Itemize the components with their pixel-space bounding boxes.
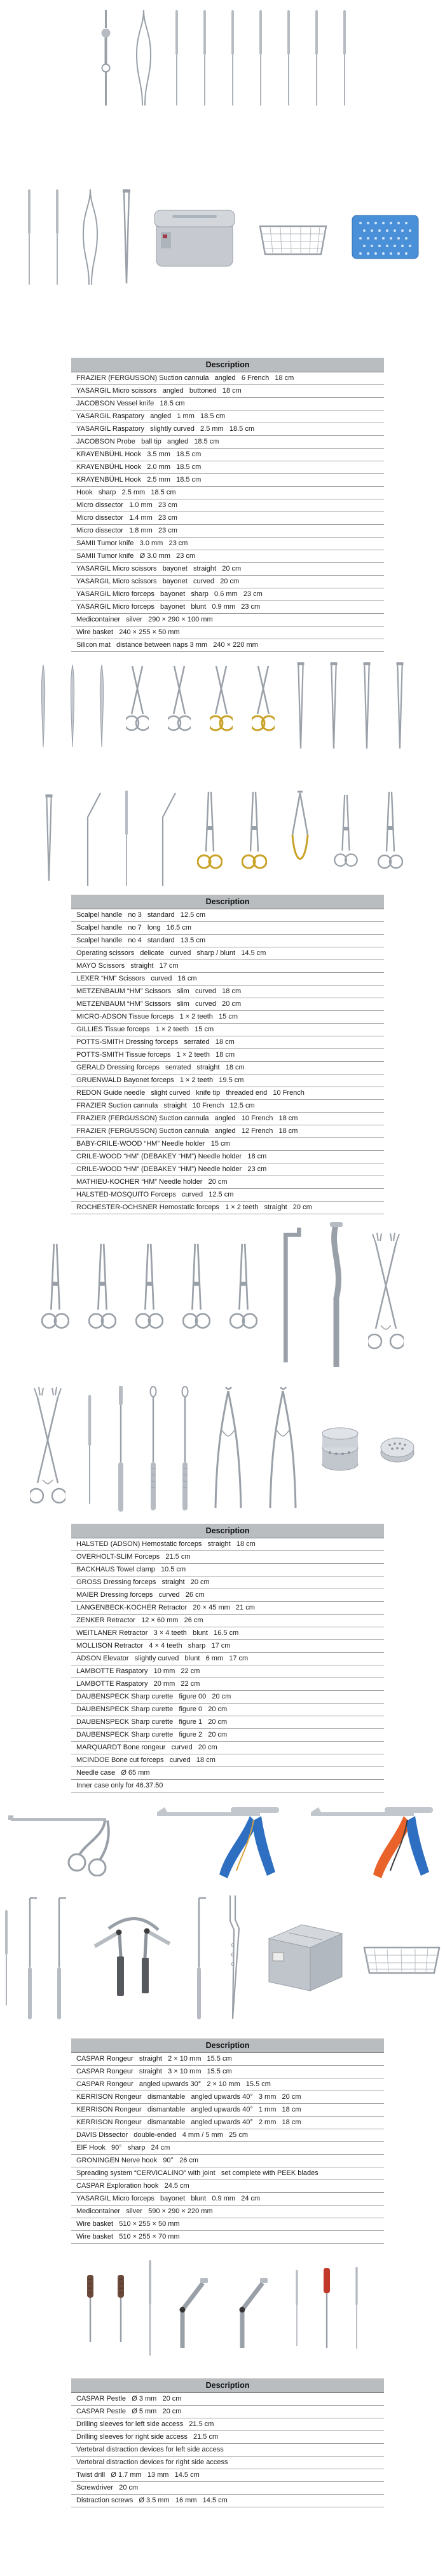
- table-row: ADSON Elevator slightly curved blunt 6 mm 17 cm: [71, 1653, 384, 1665]
- maier-forceps-icon: [229, 1225, 257, 1365]
- table-row: Distraction screws Ø 3.5 mm 16 mm 14.5 cm: [71, 2495, 384, 2507]
- table-row: Scalpel handle no 4 standard 13.5 cm: [71, 935, 384, 947]
- table-row: DAUBENSPECK Sharp curette figure 2 20 cm: [71, 1729, 384, 1742]
- gross-forceps-icon: [182, 1228, 210, 1362]
- table-row: Wire basket 240 × 255 × 50 mm: [71, 627, 384, 639]
- twist-drill-icon: [293, 2270, 301, 2346]
- tischler-rongeur-icon: [8, 1807, 129, 1876]
- table-row: KERRISON Rongeur dismantable angled upwards 40° 1 mm 18 cm: [71, 2104, 384, 2117]
- weitlaner-retractor-icon: [30, 1385, 65, 1515]
- table-row: ROCHESTER-OCHSNER Hemostatic forceps 1 × 2 teeth straight 20 cm: [71, 1202, 384, 1214]
- table-row: Vertebral distraction devices for right side access: [71, 2457, 384, 2469]
- description-table-4: [71, 2038, 384, 2244]
- raspatory-icon: [228, 10, 237, 105]
- scalpel-handle-icon: [38, 665, 48, 747]
- distraction-screw-icon: [85, 2273, 96, 2343]
- description-table-3: [71, 1524, 384, 1793]
- instrument-image-row: [0, 1380, 445, 1519]
- table-row: OVERHOLT-SLIM Forceps 21.5 cm: [71, 1551, 384, 1564]
- redon-guide-needle-icon: [75, 790, 103, 886]
- table-row: JACOBSON Probe ball tip angled 18.5 cm: [71, 436, 384, 449]
- table-row: MAIER Dressing forceps curved 26 cm: [71, 1589, 384, 1602]
- ochsner-forceps-icon: [378, 787, 403, 889]
- table-row: MCINDOE Bone cut forceps curved 18 cm: [71, 1754, 384, 1767]
- table-row: DAUBENSPECK Sharp curette figure 00 20 cm: [71, 1691, 384, 1704]
- table-row: HALSTED-MOSQUITO Forceps curved 12.5 cm: [71, 1189, 384, 1202]
- yasargil-bayonet-forceps-icon: [224, 1894, 241, 2021]
- scalpel-handle-icon: [97, 665, 107, 747]
- table-row: LAMBOTTE Raspatory 20 mm 22 cm: [71, 1678, 384, 1691]
- table-row: YASARGIL Micro forceps bayonet blunt 0.9 mm 23 cm: [71, 601, 384, 614]
- table-row: MOLLISON Retractor 4 × 4 teeth sharp 17 cm: [71, 1640, 384, 1653]
- instrument-image-row: [0, 183, 445, 291]
- table-row: Medicontainer silver 290 × 290 × 100 mm: [71, 614, 384, 627]
- table-row: Silicon mat distance between naps 3 mm 240 × 220 mm: [71, 639, 384, 652]
- fergusson-cannula-icon: [150, 790, 178, 886]
- groningen-nerve-hook-icon: [55, 1891, 69, 2024]
- mollison-retractor-icon: [277, 1225, 305, 1365]
- gillies-forceps-icon: [327, 661, 341, 750]
- description-table-1: [71, 358, 384, 652]
- scalpel-handle-icon: [67, 665, 78, 747]
- table-row: YASARGIL Micro scissors angled buttoned 18 cm: [71, 385, 384, 398]
- table-row: FRAZIER (FERGUSSON) Suction cannula angled 6 French 18 cm: [71, 372, 384, 385]
- table-row: GILLIES Tissue forceps 1 × 2 teeth 15 cm: [71, 1024, 384, 1036]
- table-row: CRILE-WOOD “HM” (DEBAKEY “HM”) Needle holder 23 cm: [71, 1163, 384, 1176]
- operating-scissors-icon: [126, 665, 149, 747]
- vessel-knife-icon: [172, 10, 181, 105]
- table-row: SAMII Tumor knife 3.0 mm 23 cm: [71, 538, 384, 550]
- table-row: WEITLANER Retractor 3 × 4 teeth blunt 16.5 cm: [71, 1627, 384, 1640]
- yasargil-micro-scissors-icon: [134, 10, 153, 105]
- adson-elevator-icon: [85, 1386, 95, 1513]
- dressing-forceps-icon: [360, 661, 374, 750]
- table-row: FRAZIER (FERGUSSON) Suction cannula angled 10 French 18 cm: [71, 1113, 384, 1125]
- table-row: Spreading system “CERVICALINO” with joint set complete with PEEK blades: [71, 2167, 384, 2180]
- eif-hook-icon: [26, 1894, 40, 2021]
- table-row: GRUENWALD Bayonet forceps 1 × 2 teeth 19.5 cm: [71, 1074, 384, 1087]
- table-row: EIF Hook 90° sharp 24 cm: [71, 2142, 384, 2155]
- table-row: LAMBOTTE Raspatory 10 mm 22 cm: [71, 1665, 384, 1678]
- table-row: METZENBAUM “HM” Scissors slim curved 20 cm: [71, 998, 384, 1011]
- table-row: GRONINGEN Nerve hook 90° 26 cm: [71, 2155, 384, 2167]
- table-row: Wire basket 510 × 255 × 50 mm: [71, 2218, 384, 2231]
- wire-basket-icon: [255, 215, 331, 259]
- sterile-container-icon: [256, 1920, 345, 1996]
- zenker-retractor-icon: [324, 1222, 349, 1368]
- table-row: HALSTED (ADSON) Hemostatic forceps straight 18 cm: [71, 1538, 384, 1551]
- table-row: Hook sharp 2.5 mm 18.5 cm: [71, 487, 384, 499]
- table-header: Description: [71, 358, 384, 372]
- instrument-image-row: [0, 785, 445, 890]
- curette-icon: [179, 1386, 191, 1513]
- table-row: CASPAR Rongeur straight 2 × 10 mm 15.5 cm: [71, 2053, 384, 2066]
- table-row: Twist drill Ø 1.7 mm 13 mm 14.5 cm: [71, 2469, 384, 2482]
- table-row: CASPAR Pestle Ø 5 mm 20 cm: [71, 2406, 384, 2418]
- frazier-suction-cannula-icon: [96, 10, 115, 105]
- table-header: Description: [71, 2378, 384, 2393]
- table-row: POTTS-SMITH Dressing forceps serrated 18 cm: [71, 1036, 384, 1049]
- table-row: MATHIEU-KOCHER “HM” Needle holder 20 cm: [71, 1176, 384, 1189]
- table-row: YASARGIL Micro scissors bayonet curved 20 cm: [71, 576, 384, 588]
- mathieu-needle-holder-icon: [286, 790, 314, 886]
- table-row: CASPAR Rongeur angled upwards 30° 2 × 10 mm 15.5 cm: [71, 2078, 384, 2091]
- table-row: Micro dissector 1.0 mm 23 cm: [71, 499, 384, 512]
- table-row: KRAYENBÜHL Hook 3.5 mm 18.5 cm: [71, 449, 384, 461]
- needle-case-icon: [320, 1426, 360, 1473]
- instrument-image-row: [0, 1888, 445, 2027]
- adson-forceps-icon: [294, 661, 308, 750]
- table-row: BACKHAUS Towel clamp 10.5 cm: [71, 1564, 384, 1576]
- hook-icon: [312, 10, 321, 105]
- mcindoe-forceps-icon: [265, 1386, 301, 1513]
- table-row: KERRISON Rongeur dismantable angled upwards 40° 2 mm 18 cm: [71, 2117, 384, 2129]
- table-row: Inner case only for 46.37.50: [71, 1780, 384, 1793]
- table-row: LEXER “HM” Scissors curved 16 cm: [71, 973, 384, 986]
- raspatory-icon: [200, 10, 209, 105]
- micro-dissector-icon: [25, 189, 34, 285]
- hook-icon: [284, 10, 293, 105]
- table-row: FRAZIER Suction cannula straight 10 French 12.5 cm: [71, 1100, 384, 1113]
- table-header: Description: [71, 2038, 384, 2053]
- hook-icon: [340, 10, 349, 105]
- medicontainer-icon: [153, 205, 236, 269]
- table-row: Scalpel handle no 7 long 16.5 cm: [71, 922, 384, 935]
- table-row: LANGENBECK-KOCHER Retractor 20 × 45 mm 21 cm: [71, 1602, 384, 1615]
- table-row: Micro dissector 1.4 mm 23 cm: [71, 512, 384, 525]
- mayo-scissors-icon: [168, 665, 191, 747]
- lexer-scissors-tc-icon: [210, 665, 233, 747]
- table-row: ZENKER Retractor 12 × 60 mm 26 cm: [71, 1615, 384, 1627]
- table-row: REDON Guide needle slight curved knife tip threaded end 10 French: [71, 1087, 384, 1100]
- instrument-image-row: [0, 660, 445, 752]
- cervicalino-spreader-icon: [85, 1907, 180, 2009]
- table-row: MARQUARDT Bone rongeur curved 20 cm: [71, 1742, 384, 1754]
- table-row: CRILE-WOOD “HM” (DEBAKEY “HM”) Needle holder 18 cm: [71, 1151, 384, 1163]
- micro-forceps-bayonet-icon: [119, 189, 134, 285]
- curette-icon: [147, 1386, 160, 1513]
- gerald-forceps-icon: [42, 790, 56, 886]
- table-row: DAUBENSPECK Sharp curette figure 0 20 cm: [71, 1704, 384, 1716]
- table-row: YASARGIL Raspatory slightly curved 2.5 mm 18.5 cm: [71, 423, 384, 436]
- drilling-sleeve-icon: [353, 2263, 360, 2352]
- screwdriver-icon: [320, 2267, 334, 2349]
- mosquito-forceps-icon: [333, 794, 359, 883]
- davis-dissector-icon: [2, 1894, 11, 2021]
- table-header: Description: [71, 895, 384, 909]
- vertebral-distractor-icon: [233, 2267, 274, 2349]
- instrument-image-row: [0, 1219, 445, 1371]
- table-row: YASARGIL Micro forceps bayonet sharp 0.6 mm 23 cm: [71, 588, 384, 601]
- table-row: CASPAR Exploration hook 24.5 cm: [71, 2180, 384, 2193]
- needle-holder-tc-icon: [242, 790, 267, 886]
- overholt-forceps-icon: [88, 1228, 116, 1362]
- metzenbaum-scissors-tc-icon: [252, 665, 275, 747]
- table-row: KERRISON Rongeur dismantable angled upwards 40° 3 mm 20 cm: [71, 2091, 384, 2104]
- lambotte-raspatory-icon: [114, 1386, 128, 1513]
- table-row: POTTS-SMITH Tissue forceps 1 × 2 teeth 18 cm: [71, 1049, 384, 1062]
- table-row: Vertebral distraction devices for left side access: [71, 2444, 384, 2457]
- description-table-2: [71, 895, 384, 1214]
- mesh-tray-icon: [360, 1939, 443, 1977]
- table-row: METZENBAUM “HM” Scissors slim curved 18 cm: [71, 986, 384, 998]
- table-row: DAVIS Dissector double-ended 4 mm / 5 mm 25 cm: [71, 2129, 384, 2142]
- halsted-forceps-icon: [41, 1231, 69, 1359]
- table-row: CASPAR Pestle Ø 3 mm 20 cm: [71, 2393, 384, 2406]
- round-case-icon: [380, 1434, 415, 1465]
- needle-holder-tc-icon: [197, 790, 222, 886]
- table-row: BABY-CRILE-WOOD “HM” Needle holder 15 cm: [71, 1138, 384, 1151]
- table-row: MICRO-ADSON Tissue forceps 1 × 2 teeth 15 cm: [71, 1011, 384, 1024]
- table-row: SAMII Tumor knife Ø 3.0 mm 23 cm: [71, 550, 384, 563]
- instrument-image-row: [0, 1803, 445, 1880]
- table-row: JACOBSON Vessel knife 18.5 cm: [71, 398, 384, 410]
- table-row: FRAZIER (FERGUSSON) Suction cannula angled 12 French 18 cm: [71, 1125, 384, 1138]
- instrument-image-row: [0, 2244, 445, 2371]
- silicon-mat-icon: [350, 212, 420, 262]
- frazier-cannula-icon: [122, 790, 131, 886]
- table-row: Wire basket 510 × 255 × 70 mm: [71, 2231, 384, 2244]
- micro-scissors-bayonet-icon: [81, 189, 100, 285]
- probe-icon: [256, 10, 265, 105]
- table-row: YASARGIL Micro forceps bayonet blunt 0.9 mm 24 cm: [71, 2193, 384, 2206]
- table-row: DAUBENSPECK Sharp curette figure 1 20 cm: [71, 1716, 384, 1729]
- table-row: Screwdriver 20 cm: [71, 2482, 384, 2495]
- instrument-image-row: [0, 5, 445, 110]
- table-row: KRAYENBÜHL Hook 2.0 mm 18.5 cm: [71, 461, 384, 474]
- description-table-5: [71, 2378, 384, 2507]
- table-row: Operating scissors delicate curved sharp / blunt 14.5 cm: [71, 947, 384, 960]
- table-row: YASARGIL Raspatory angled 1 mm 18.5 cm: [71, 410, 384, 423]
- table-header: Description: [71, 1524, 384, 1538]
- table-row: Scalpel handle no 3 standard 12.5 cm: [71, 909, 384, 922]
- table-row: KRAYENBÜHL Hook 2.5 mm 18.5 cm: [71, 474, 384, 487]
- table-row: YASARGIL Micro scissors bayonet straight 20 cm: [71, 563, 384, 576]
- weitlaner-retractor-icon: [368, 1230, 404, 1360]
- exploration-hook-icon: [195, 1894, 209, 2021]
- table-row: Drilling sleeves for right side access 21.5 cm: [71, 2431, 384, 2444]
- table-row: Needle case Ø 65 mm: [71, 1767, 384, 1780]
- tumor-knife-icon: [53, 189, 62, 285]
- table-row: GROSS Dressing forceps straight 20 cm: [71, 1576, 384, 1589]
- table-row: MAYO Scissors straight 17 cm: [71, 960, 384, 973]
- table-row: GERALD Dressing forceps serrated straight 18 cm: [71, 1062, 384, 1074]
- marquardt-rongeur-icon: [210, 1386, 246, 1513]
- distraction-screw-icon: [115, 2273, 127, 2343]
- table-row: Micro dissector 1.8 mm 23 cm: [71, 525, 384, 538]
- table-row: CASPAR Rongeur straight 3 × 10 mm 15.5 cm: [71, 2066, 384, 2078]
- tissue-forceps-icon: [393, 661, 407, 750]
- vertebral-distractor-icon: [174, 2267, 214, 2349]
- kerrison-rongeur-blue-icon: [156, 1803, 283, 1880]
- kerrison-rongeur-orange-icon: [310, 1803, 437, 1880]
- backhaus-towel-clamp-icon: [135, 1241, 163, 1349]
- caspar-pestle-icon: [146, 2257, 154, 2359]
- table-row: Drilling sleeves for left side access 21.5 cm: [71, 2418, 384, 2431]
- table-row: Medicontainer silver 590 × 290 × 220 mm: [71, 2206, 384, 2218]
